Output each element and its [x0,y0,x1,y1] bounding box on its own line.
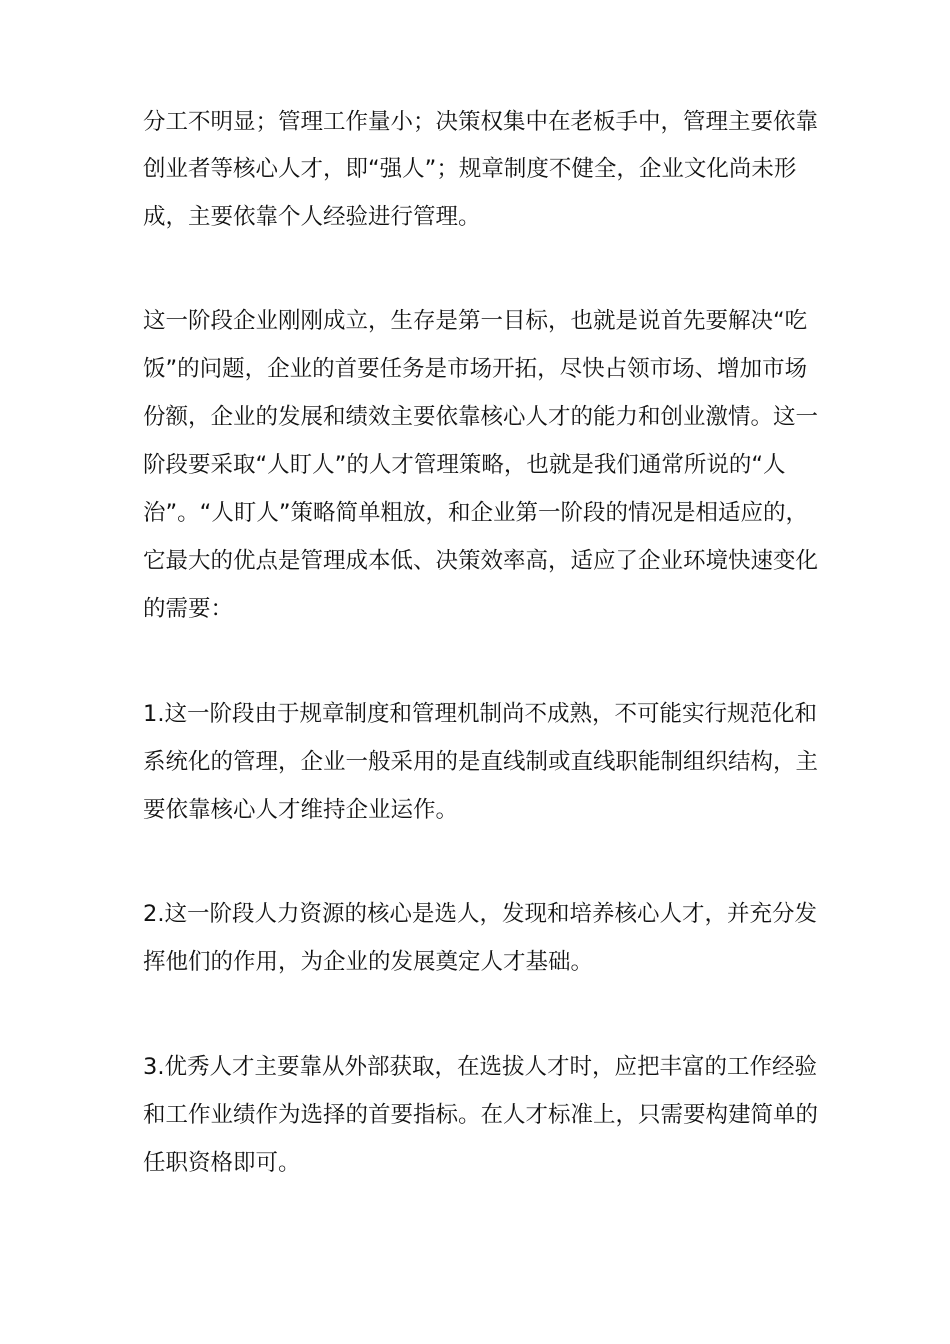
paragraph-2-line-5: 治”。“人盯人”策略简单粗放，和企业第一阶段的情况是相适应的， [143,500,808,526]
paragraph-3-line-3: 要依靠核心人才维持企业运作。 [143,797,459,823]
paragraph-5-line-3: 任职资格即可。 [143,1150,301,1176]
paragraph-5-line-1: 3.优秀人才主要靠从外部获取，在选拔人才时，应把丰富的工作经验 [143,1054,817,1080]
paragraph-5-line-2: 和工作业绩作为选择的首要指标。在人才标准上，只需要构建简单的 [143,1102,819,1128]
paragraph-2-line-3: 份额，企业的发展和绩效主要依靠核心人才的能力和创业激情。这一 [143,404,819,430]
paragraph-2-line-4: 阶段要采取“人盯人”的人才管理策略，也就是我们通常所说的“人 [143,452,786,478]
paragraph-1-line-3: 成，主要依靠个人经验进行管理。 [143,204,481,230]
paragraph-4-line-1: 2.这一阶段人力资源的核心是选人，发现和培养核心人才，并充分发 [143,901,817,927]
paragraph-1-line-2: 创业者等核心人才，即“强人”；规章制度不健全，企业文化尚未形 [143,156,797,182]
paragraph-2-line-2: 饭”的问题，企业的首要任务是市场开拓，尽快占领市场、增加市场 [143,356,808,382]
paragraph-3-line-2: 系统化的管理，企业一般采用的是直线制或直线职能制组织结构，主 [143,749,819,775]
paragraph-3-line-1: 1.这一阶段由于规章制度和管理机制尚不成熟，不可能实行规范化和 [143,701,817,727]
paragraph-2-line-1: 这一阶段企业刚刚成立，生存是第一目标，也就是说首先要解决“吃 [143,308,808,334]
paragraph-4-line-2: 挥他们的作用，为企业的发展奠定人才基础。 [143,949,594,975]
paragraph-2-line-6: 它最大的优点是管理成本低、决策效率高，适应了企业环境快速变化 [143,548,819,574]
paragraph-2-line-7: 的需要： [143,596,234,622]
paragraph-1-line-1: 分工不明显；管理工作量小；决策权集中在老板手中，管理主要依靠 [143,109,819,135]
